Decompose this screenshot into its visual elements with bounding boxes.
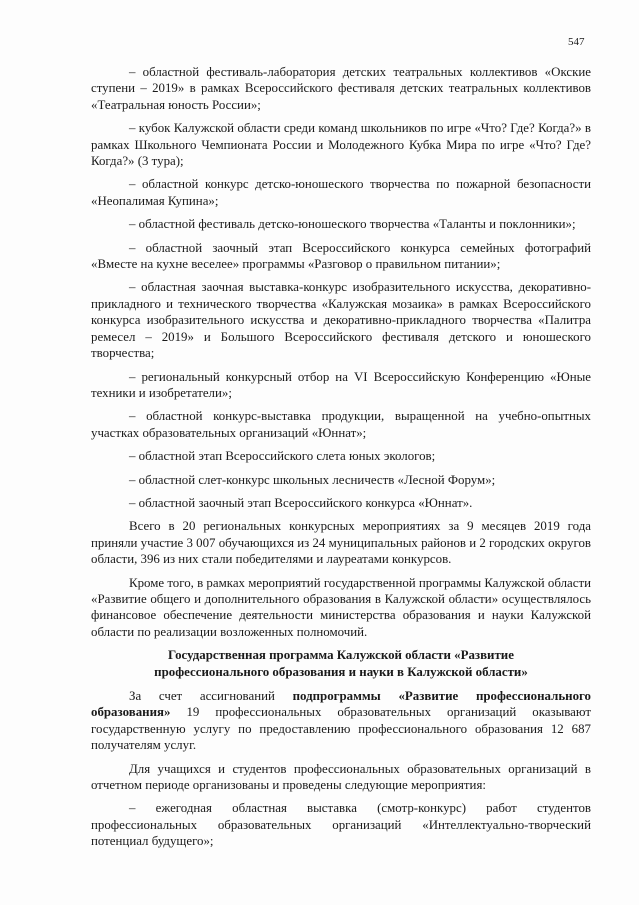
- body-text: [91, 64, 591, 857]
- list-item: – кубок Калужской области среди команд школьников по игре «Что? Где? Когда?» в рамках Школьного Чемпионата России и Молодежного Кубка Мира по игре «Что? Где? Когда?» (3 тура);: [91, 121, 591, 169]
- list-item: – областной этап Всероссийского слета юных экологов;: [129, 449, 436, 464]
- list-item: – областной заочный этап Всероссийского конкурса «Юннат».: [129, 495, 473, 510]
- section-heading: [91, 647, 591, 680]
- list-item: – региональный конкурсный отбор на VI Всероссийскую Конференцию «Юные техники и изобретатели»;: [91, 369, 591, 400]
- page-number: 547: [568, 36, 585, 48]
- list-item: – областной фестиваль-лаборатория детских театральных коллективов «Окские ступени – 2019» в рамках Всероссийского фестиваля детских театральных коллективов «Театральная юность России»;: [91, 65, 591, 112]
- section-heading-line-1: Государственная программа Калужской области «Развитие: [168, 648, 514, 663]
- summary-paragraph: Всего в 20 региональных конкурсных мероприятиях за 9 месяцев 2019 года приняли участие 3 007 обучающихся из 24 муниципальных районов и 2 городских округов области, 396 из них стали победителями и лауреатами конкурсов.: [91, 519, 591, 567]
- list-item: – областной слет-конкурс школьных лесничеств «Лесной Форум»;: [129, 472, 496, 487]
- list-item: – областная заочная выставка-конкурс изобразительного искусства, декоративно-прикладного и технического творчества «Калужская мозаика» в рамках Всероссийского конкурса изобразительного искусства и декоративно-прикладного творчества «Палитра ремесел – 2019» и Большого Всероссийского фестиваля детского и юношеского творчества;: [91, 280, 591, 361]
- events-intro-paragraph: Для учащихся и студентов профессиональных образовательных организаций в отчетном периоде организованы и проведены следующие мероприятия:: [91, 761, 591, 793]
- funding-paragraph: Кроме того, в рамках мероприятий государственной программы Калужской области «Развитие общего и дополнительного образования в Калужской области» осуществлялось финансовое обеспечение деятельности министерства образования и науки Калужской области по реализации возложенных полномочий.: [91, 575, 591, 639]
- subprogram-text-before: За счет ассигнований: [129, 689, 293, 703]
- list-item: – областной заочный этап Всероссийского конкурса семейных фотографий «Вместе на кухне веселее» программы «Разговор о правильном питании»;: [91, 240, 591, 272]
- list-item: – областной конкурс-выставка продукции, выращенной на учебно-опытных участках образовательных организаций «Юннат»;: [91, 409, 591, 440]
- subprogram-paragraph: [91, 688, 591, 754]
- section-heading-line-2: профессионального образования и науки в Калужской области»: [154, 664, 528, 679]
- list-item: – областной конкурс детско-юношеского творчества по пожарной безопасности «Неопалимая Купина»;: [91, 177, 591, 208]
- list-item: – областной фестиваль детско-юношеского творчества «Таланты и поклонники»;: [129, 217, 576, 232]
- subprogram-text-after: 19 профессиональных образовательных организаций оказывают государственную услугу по предоставлению профессионального образования 12 687 получателям услуг.: [91, 705, 591, 753]
- subprogram-name: подпрограммы «Развитие профессионального образования»: [91, 689, 591, 720]
- list-item: – ежегодная областная выставка (смотр-конкурс) работ студентов профессиональных образовательных организаций «Интеллектуально-творческий потенциал будущего»;: [91, 801, 591, 849]
